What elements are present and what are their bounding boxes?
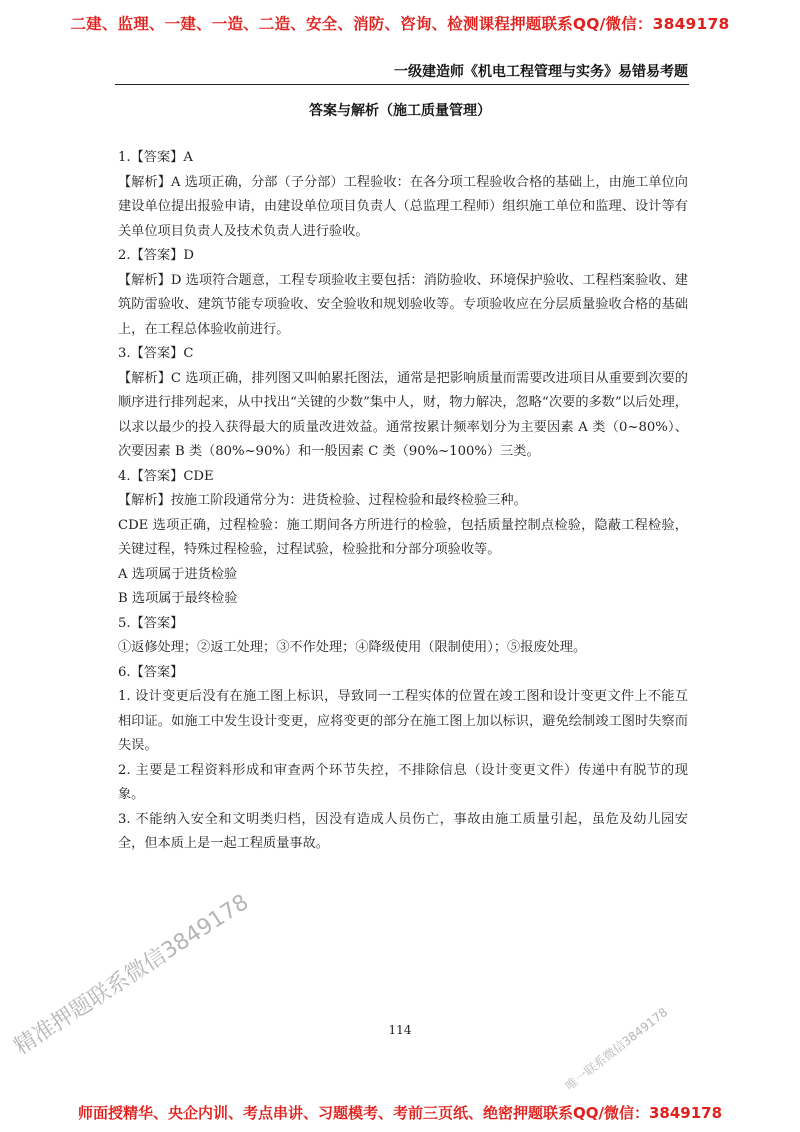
explanation-paragraph: 3. 不能纳入安全和文明类归档，因没有造成人员伤亡，事故由施工质量引起，虽危及幼儿园安全，但本质上是一起工程质量事故。 — [118, 811, 688, 851]
answer-line: 1.【答案】A — [118, 150, 193, 165]
explanation-paragraph: 2. 主要是工程资料形成和审查两个环节失控，不排除信息（设计变更文件）传递中有脱节的现象。 — [118, 762, 688, 802]
header-divider — [115, 84, 689, 85]
watermark-text: 唯一联系微信3849178 — [562, 1004, 671, 1094]
explanation-paragraph: 【解析】A 选项正确，分部（子分部）工程验收：在各分项工程验收合格的基础上，由施工单位向建设单位提出报验申请，由建设单位项目负责人（总监理工程师）组织施工单位和监理、设计等有关单位项目负责人及技术负责人进行验收。 — [118, 174, 688, 239]
watermark-text: 精准押题联系微信3849178 — [9, 889, 254, 1061]
answer-line: 4.【答案】CDE — [118, 468, 214, 484]
explanation-paragraph: B 选项属于最终检验 — [118, 591, 238, 606]
page-number: 114 — [388, 1023, 412, 1037]
explanation-paragraph: 【解析】C 选项正确，排列图又叫帕累托图法，通常是把影响质量而需要改进项目从重要到次要的顺序进行排列起来，从中找出“关键的少数”集中人，财，物力解决，忽略“次要的多数”以后处理，以求以最少的投入获得最大的质量改进效益。通常按累计频率划分为主要因素 A 类（0~80%）、次要因素 B 类（80%~90%）和一般因素 C 类（90%~100%）三类。 — [118, 370, 688, 459]
answer-content — [118, 146, 688, 857]
explanation-paragraph: 【解析】D 选项符合题意，工程专项验收主要包括：消防验收、环境保护验收、工程档案验收、建筑防雷验收、建筑节能专项验收、安全验收和规划验收等。专项验收应在分层质量验收合格的基础上，在工程总体验收前进行。 — [118, 272, 688, 337]
explanation-paragraph: CDE 选项正确，过程检验：施工期间各方所进行的检验，包括质量控制点检验，隐蔽工程检验，关键过程，特殊过程检验，过程试验，检验批和分部分项验收等。 — [118, 517, 688, 557]
answer-line: 3.【答案】C — [118, 346, 194, 361]
answer-line: 2.【答案】D — [118, 248, 194, 263]
answer-line: 5.【答案】 — [118, 615, 184, 631]
explanation-paragraph: A 选项属于进货检验 — [118, 566, 238, 582]
answer-line: 6.【答案】 — [118, 664, 184, 680]
bottom-promo-banner: 师面授精华、央企内训、考点串讲、习题模考、考前三页纸、绝密押题联系QQ/微信：3849178 — [77, 1104, 723, 1122]
section-title: 答案与解析（施工质量管理） — [309, 103, 491, 119]
explanation-paragraph: 【解析】按施工阶段通常分为：进货检验、过程检验和最终检验三种。 — [118, 493, 527, 508]
explanation-paragraph: 1. 设计变更后没有在施工图上标识，导致同一工程实体的位置在竣工图和设计变更文件上不能互相印证。如施工中发生设计变更，应将变更的部分在施工图上加以标识，避免绘制竣工图时失察而失误。 — [118, 689, 688, 753]
top-promo-banner: 二建、监理、一建、一造、二造、安全、消防、咨询、检测课程押题联系QQ/微信：3849178 — [70, 15, 730, 33]
running-header-title: 一级建造师《机电工程管理与实务》易错易考题 — [394, 64, 688, 80]
explanation-paragraph: ①返修处理；②返工处理；③不作处理；④降级使用（限制使用）；⑤报废处理。 — [118, 640, 587, 655]
